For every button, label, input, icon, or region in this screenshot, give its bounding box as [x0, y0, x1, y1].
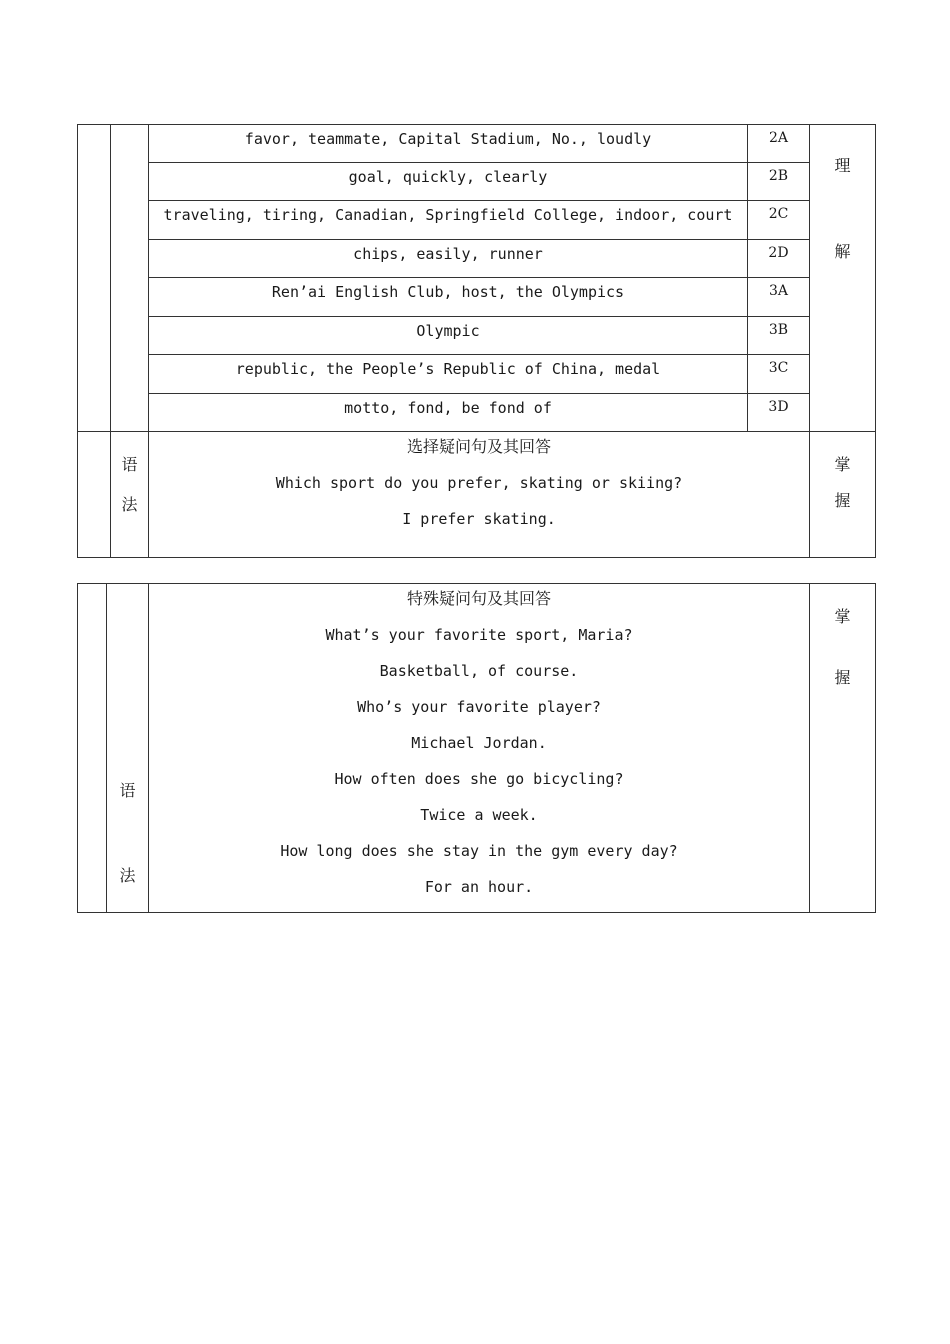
grammar-row [78, 432, 876, 558]
vocab-row [78, 317, 876, 355]
vocab-words: chips, easily, runner [149, 240, 748, 278]
grammar-label-cell [111, 432, 149, 558]
section-code: 2D [748, 240, 810, 278]
grammar-example-line: Which sport do you prefer, skating or skiing? [275, 474, 683, 492]
grammar-label-char: 语 [121, 455, 138, 474]
vocab-words: goal, quickly, clearly [149, 163, 748, 201]
grammar-example-line: I prefer skating. [402, 510, 556, 528]
grammar-label-char: 法 [121, 495, 138, 514]
grammar-example-line: For an hour. [424, 878, 534, 896]
grammar-title: 选择疑问句及其回答 [406, 437, 551, 456]
vocab-row [78, 355, 876, 394]
section-code: 2C [748, 201, 810, 240]
section-code: 3A [748, 278, 810, 317]
grammar-row [78, 584, 876, 913]
grammar-content [149, 584, 810, 913]
requirement-char: 掌 [834, 455, 851, 474]
grammar-title: 特殊疑问句及其回答 [406, 589, 551, 608]
section-code: 3D [748, 394, 810, 432]
grammar-example-line: Twice a week. [420, 806, 538, 824]
blank-category-cell [78, 432, 111, 558]
vocab-row [78, 201, 876, 240]
blank-category-cell [78, 584, 107, 913]
requirement-cell-master [810, 432, 876, 558]
grammar-content [149, 432, 810, 558]
vocab-grammar-table-1 [77, 124, 876, 558]
vocab-words: republic, the People’s Republic of China, medal [149, 355, 748, 394]
vocab-words: motto, fond, be fond of [149, 394, 748, 432]
section-code: 2B [748, 163, 810, 201]
grammar-label-char: 语 [119, 781, 136, 800]
requirement-cell-understand [810, 125, 876, 432]
vocab-words: favor, teammate, Capital Stadium, No., loudly [149, 125, 748, 163]
vocab-row [78, 125, 876, 163]
vocab-row [78, 240, 876, 278]
vocab-row [78, 394, 876, 432]
vocab-words: Olympic [149, 317, 748, 355]
grammar-label-char: 法 [119, 866, 136, 885]
grammar-example-line: What’s your favorite sport, Maria? [325, 626, 633, 644]
blank-category-cell [78, 125, 111, 432]
requirement-char: 理 [834, 156, 851, 175]
section-code: 3C [748, 355, 810, 394]
grammar-example-line: How often does she go bicycling? [334, 770, 624, 788]
grammar-example-line: Basketball, of course. [379, 662, 579, 680]
section-code: 2A [748, 125, 810, 163]
grammar-label-cell [107, 584, 149, 913]
vocab-row [78, 163, 876, 201]
section-code: 3B [748, 317, 810, 355]
grammar-example-line: How long does she stay in the gym every day? [280, 842, 678, 860]
requirement-char: 握 [834, 668, 851, 687]
requirement-char: 握 [834, 491, 851, 510]
vocab-row [78, 278, 876, 317]
requirement-char: 解 [834, 242, 851, 261]
requirement-cell-master [810, 584, 876, 913]
grammar-example-line: Who’s your favorite player? [357, 698, 601, 716]
grammar-table-2 [77, 583, 876, 913]
vocab-words: Ren’ai English Club, host, the Olympics [149, 278, 748, 317]
vocab-words: traveling, tiring, Canadian, Springfield College, indoor, court [149, 201, 748, 240]
requirement-char: 掌 [834, 607, 851, 626]
blank-subcategory-cell [111, 125, 149, 432]
grammar-example-line: Michael Jordan. [411, 734, 547, 752]
